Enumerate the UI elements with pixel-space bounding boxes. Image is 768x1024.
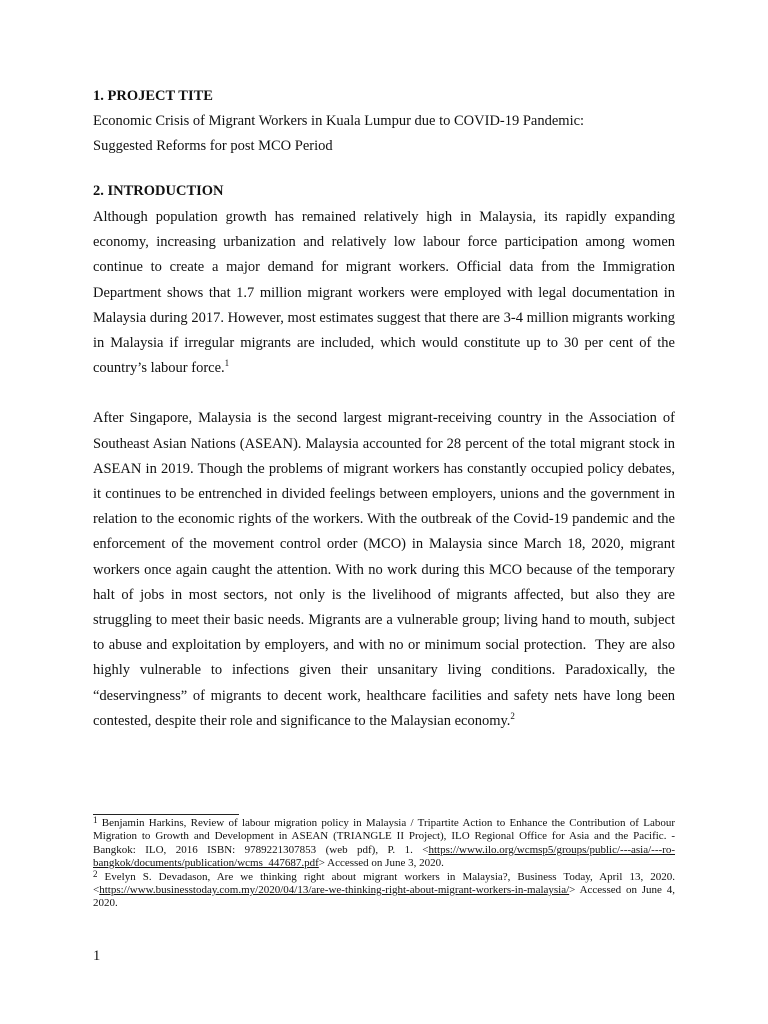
footnotes (93, 817, 675, 911)
section-1-heading: 1. PROJECT TITE (93, 88, 213, 104)
footnote-1-accessed: > Accessed on June 3, 2020. (318, 857, 444, 870)
section-2-heading: 2. INTRODUCTION (93, 183, 224, 199)
footnote-2-link[interactable]: https://www.businesstoday.com.my/2020/04/13/are-we-thinking-right-about-migrant-workers-in-malaysia/ (99, 884, 570, 897)
footnote-1-text: Benjamin Harkins, Review of labour migration policy in Malaysia / Tripartite Action to Enhance the Contribution of Labour Migration to Growth and Development in ASEAN (TRIANGLE II Project), ILO Regional Office for Asia and the Pacific. - Bangkok: ILO, 2016 ISBN: 9789221307853 (web pdf), P. 1. < (93, 817, 675, 856)
footnote-1-number: 1 (93, 815, 98, 825)
project-title-line-1: Economic Crisis of Migrant Workers in Kuala Lumpur due to COVID-19 Pandemic: (93, 113, 585, 129)
paragraph-gap (93, 381, 675, 406)
intro-paragraph-2 (93, 406, 675, 734)
footnote-1-link[interactable]: https://www.ilo.org/wcmsp5/groups/public/---asia/---ro-bangkok/documents/publication/wcms_447687.pdf (93, 843, 675, 870)
intro-paragraph-2-text: After Singapore, Malaysia is the second largest migrant-receiving country in the Association of Southeast Asian Nations (ASEAN). Malaysia accounted for 28 percent of the total migrant stock in ASEAN in 2019. Though the problems of migrant workers has constantly occupied policy debates, it continues to be entrenched in divided feelings between employers, unions and the government in relation to the economic rights of the workers. With the outbreak of the Covid-19 pandemic and the enforcement of the movement control order (MCO) in Malaysia since March 18, 2020, migrant workers once again caught the attention. With no work during this MCO because of the temporary halt of jobs in most sectors, not only is the livelihood of migrants affected, but also they are struggling to meet their basic needs. Migrants are a vulnerable group; living hand to mouth, subject to abuse and exploitation by employers, and with no or minimum social protection. They are also highly vulnerable to infections given their unsanitary living conditions. Paradoxically, the “deservingness” of migrants to decent work, healthcare facilities and safety nets have long been contested, despite their role and significance to the Malaysian economy. (93, 410, 675, 729)
footnote-separator (93, 814, 239, 815)
intro-paragraph-1-text: Although population growth has remained relatively high in Malaysia, its rapidly expanding economy, increasing urbanization and relatively low labour force participation among women continue to create a major demand for migrant workers. Official data from the Immigration Department shows that 1.7 million migrant workers were employed with legal documentation in Malaysia during 2017. However, most estimates suggest that there are 3-4 million migrants working in Malaysia if irregular migrants are included, which would constitute up to 30 per cent of the country’s labour force. (93, 209, 675, 377)
intro-paragraph-1 (93, 205, 675, 381)
footnote-2 (93, 868, 676, 911)
project-title-line-2: Suggested Reforms for post MCO Period (93, 138, 333, 154)
footnote-ref-2[interactable]: 2 (510, 710, 515, 721)
footnote-1 (93, 817, 675, 871)
page-number: 1 (93, 948, 101, 964)
document-body (93, 86, 675, 734)
footnote-2-text: Evelyn S. Devadason, Are we thinking right about migrant workers in Malaysia?, Business Today, April 13, 2020. < (93, 870, 676, 897)
footnote-2-accessed: > Accessed on June 4, 2020. (93, 884, 675, 910)
footnote-2-number: 2 (93, 868, 98, 879)
footnote-ref-1[interactable]: 1 (224, 358, 230, 369)
